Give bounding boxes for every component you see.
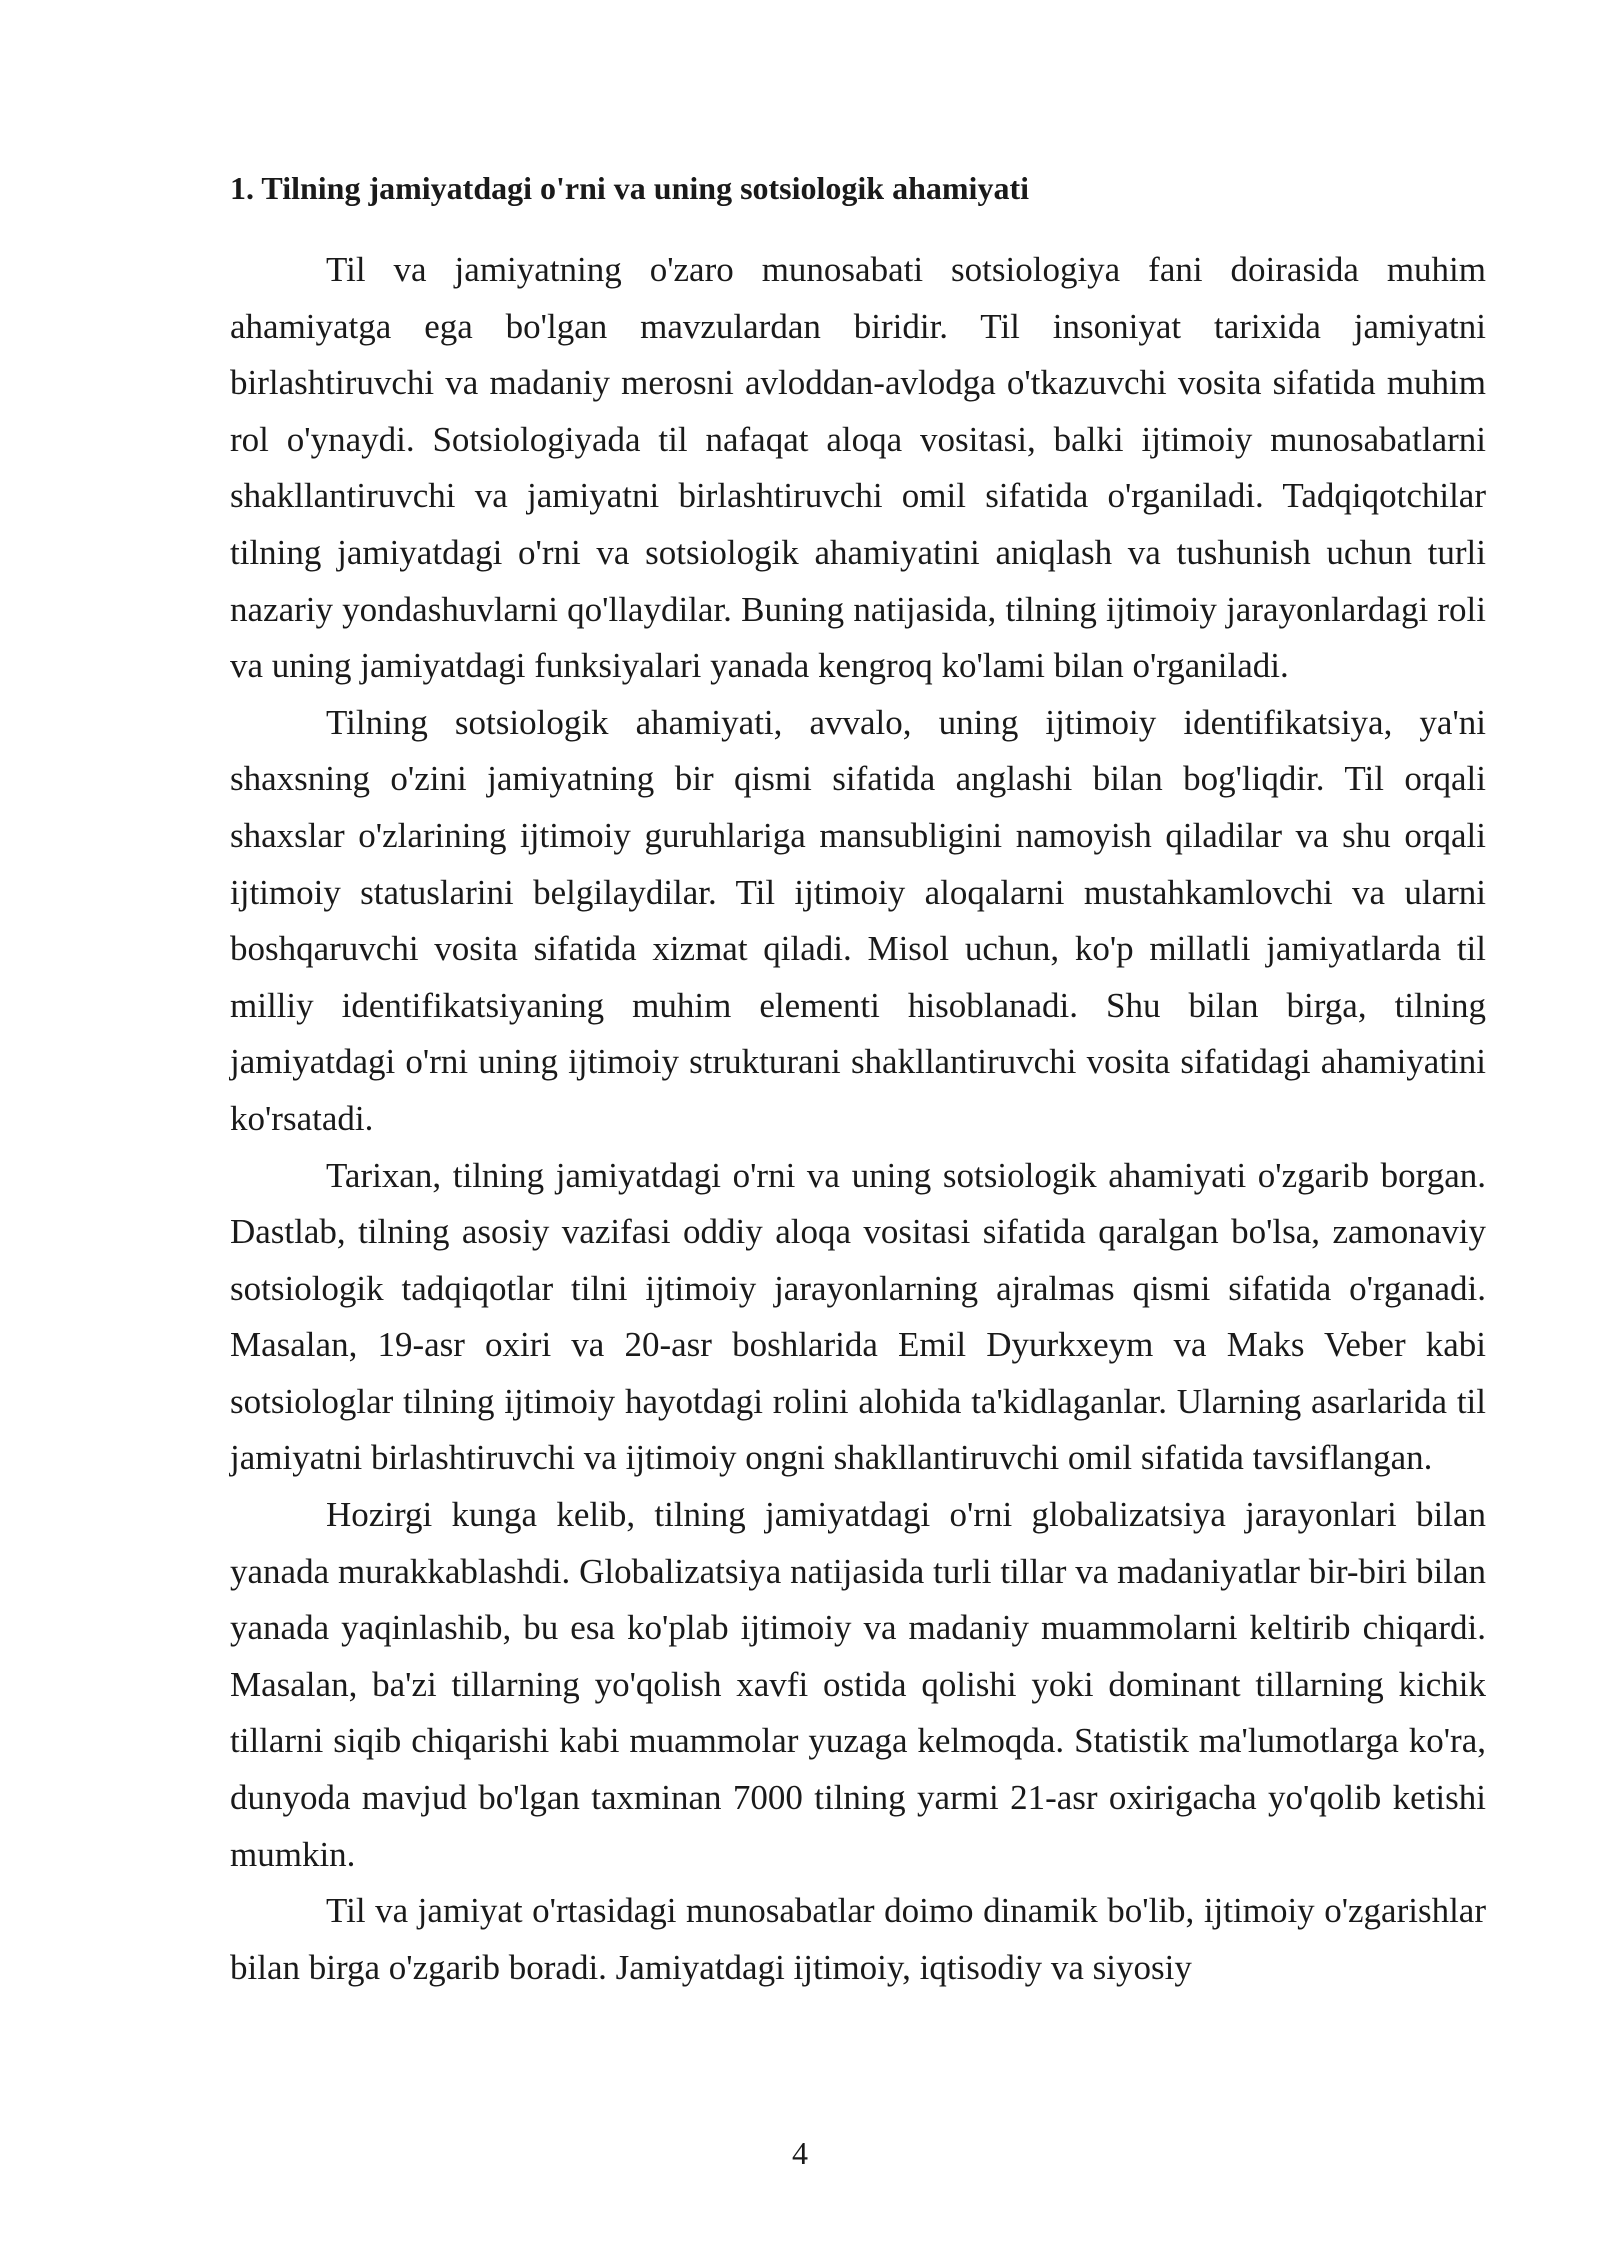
paragraph-1: Til va jamiyatning o'zaro munosabati sotsiologiya fani doirasida muhim ahamiyatga ega bo'lgan mavzulardan biridir. Til insoniyat tarixida jamiyatni birlashtiruvchi va madaniy merosni avloddan-avlodga o'tkazuvchi vosita sifatida muhim rol o'ynaydi. Sotsiologiyada til nafaqat aloqa vositasi, balki ijtimoiy munosabatlarni shakllantiruvchi va jamiyatni birlashtiruvchi omil sifatida o'rganiladi. Tadqiqotchilar tilning jamiyatdagi o'rni va sotsiologik ahamiyatini aniqlash va tushunish uchun turli nazariy yondashuvlarni qo'llaydilar. Buning natijasida, tilning ijtimoiy jarayonlardagi roli va uning jamiyatdagi funksiyalari yanada kengroq ko'lami bilan o'rganiladi. bbox=[230, 250, 1486, 686]
paragraph-4: Hozirgi kunga kelib, tilning jamiyatdagi o'rni globalizatsiya jarayonlari bilan yanada murakkablashdi. Globalizatsiya natijasida turli tillar va madaniyatlar bir-biri bilan yanada yaqinlashib, bu esa ko'plab ijtimoiy va madaniy muammolarni keltirib chiqardi. Masalan, ba'zi tillarning yo'qolish xavfi ostida qolishi yoki dominant tillarning kichik tillarni siqib chiqarishi kabi muammolar yuzaga kelmoqda. Statistik ma'lumotlarga ko'ra, dunyoda mavjud bo'lgan taxminan 7000 tilning yarmi 21-asr oxirigacha yo'qolib ketishi mumkin. bbox=[230, 1495, 1486, 1874]
paragraph-3: Tarixan, tilning jamiyatdagi o'rni va uning sotsiologik ahamiyati o'zgarib borgan. Dastlab, tilning asosiy vazifasi oddiy aloqa vositasi sifatida qaralgan bo'lsa, zamonaviy sotsiologik tadqiqotlar tilni ijtimoiy jarayonlarning ajralmas qismi sifatida o'rganadi. Masalan, 19-asr oxiri va 20-asr boshlarida Emil Dyurkxeym va Maks Veber kabi sotsiologlar tilning ijtimoiy hayotdagi rolini alohida ta'kidlaganlar. Ularning asarlarida til jamiyatni birlashtiruvchi va ijtimoiy ongni shakllantiruvchi omil sifatida tavsiflangan. bbox=[230, 1155, 1486, 1478]
page-number: 4 bbox=[792, 2135, 808, 2171]
paragraph-5: Til va jamiyat o'rtasidagi munosabatlar doimo dinamik bo'lib, ijtimoiy o'zgarishlar bilan birga o'zgarib boradi. Jamiyatdagi ijtimoiy, iqtisodiy va siyosiy bbox=[230, 1891, 1486, 1987]
paragraph-2: Tilning sotsiologik ahamiyati, avvalo, uning ijtimoiy identifikatsiya, ya'ni shaxsning o'zini jamiyatning bir qismi sifatida anglashi bilan bog'liqdir. Til orqali shaxslar o'zlarining ijtimoiy guruhlariga mansubligini namoyish qiladilar va shu orqali ijtimoiy statuslarini belgilaydilar. Til ijtimoiy aloqalarni mustahkamlovchi va ularni boshqaruvchi vosita sifatida xizmat qiladi. Misol uchun, ko'p millatli jamiyatlarda til milliy identifikatsiyaning muhim elementi hisoblanadi. Shu bilan birga, tilning jamiyatdagi o'rni uning ijtimoiy strukturani shakllantiruvchi vosita sifatidagi ahamiyatini ko'rsatadi. bbox=[230, 702, 1486, 1138]
section-heading: 1. Tilning jamiyatdagi o'rni va uning sotsiologik ahamiyati bbox=[230, 170, 1029, 206]
document-page bbox=[230, 160, 1486, 1996]
